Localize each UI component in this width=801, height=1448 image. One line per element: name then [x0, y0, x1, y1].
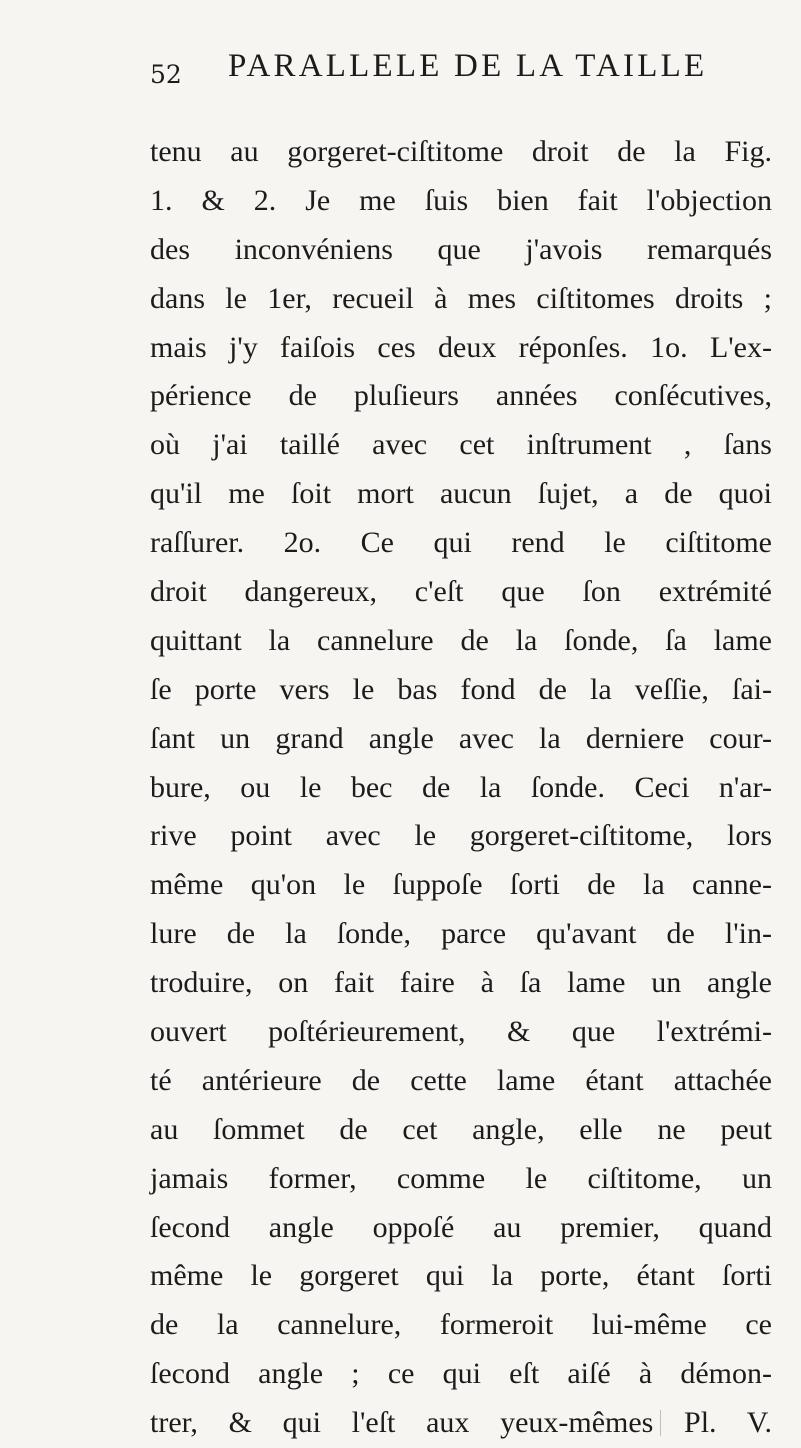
text-line: ſecond angle ; ce qui eſt aiſé à démon-	[150, 1357, 772, 1391]
text-line: lure de la ſonde, parce qu'avant de l'in-	[150, 917, 772, 951]
text-line: ouvert poſtérieurement, & que l'extrémi-	[150, 1015, 772, 1049]
text-line: dans le 1er, recueil à mes ciſtitomes droits ;	[150, 281, 772, 315]
text-line: ſant un grand angle avec la derniere cour-	[150, 721, 772, 755]
page-header	[150, 48, 770, 88]
text-line: troduire, on fait faire à ſa lame un angle	[150, 966, 772, 1000]
paper-mark	[660, 1410, 667, 1436]
text-line: qu'il me ſoit mort aucun ſujet, a de quoi	[150, 477, 772, 511]
text-line: même le gorgeret qui la porte, étant ſorti	[150, 1259, 772, 1293]
running-title: PARALLELE DE LA TAILLE	[228, 48, 708, 84]
text-line: ſe porte vers le bas fond de la veſſie, ſai-	[150, 672, 772, 706]
text-line: droit dangereux, c'eſt que ſon extrémité	[150, 575, 772, 609]
text-line: où j'ai taillé avec cet inſtrument , ſans	[150, 428, 772, 462]
text-line: mais j'y faiſois ces deux réponſes. 1o. L'ex-	[150, 330, 772, 364]
text-line: trer, & qui l'eſt aux yeux-mêmes Pl. V.	[150, 1406, 772, 1440]
text-line: de la cannelure, formeroit lui-même ce	[150, 1308, 772, 1342]
text-line: raſſurer. 2o. Ce qui rend le ciſtitome	[150, 526, 772, 560]
text-line: jamais former, comme le ciſtitome, un	[150, 1161, 772, 1195]
text-line: ſecond angle oppoſé au premier, quand	[150, 1210, 772, 1244]
text-line: des inconvéniens que j'avois remarqués	[150, 232, 772, 266]
text-line: 1. & 2. Je me ſuis bien fait l'objection	[150, 183, 772, 217]
text-line: même qu'on le ſuppoſe ſorti de la canne-	[150, 868, 772, 902]
page-number: 52	[150, 60, 182, 89]
text-line: té antérieure de cette lame étant attachée	[150, 1063, 772, 1097]
text-line: au ſommet de cet angle, elle ne peut	[150, 1112, 772, 1146]
text-line: périence de pluſieurs années conſécutives,	[150, 379, 772, 413]
text-line: rive point avec le gorgeret-ciſtitome, lors	[150, 819, 772, 853]
text-line: quittant la cannelure de la ſonde, ſa lame	[150, 623, 772, 657]
text-line: tenu au gorgeret-ciſtitome droit de la Fig.	[150, 135, 772, 168]
text-line: bure, ou le bec de la ſonde. Ceci n'ar-	[150, 770, 772, 804]
body-text	[150, 128, 772, 1448]
